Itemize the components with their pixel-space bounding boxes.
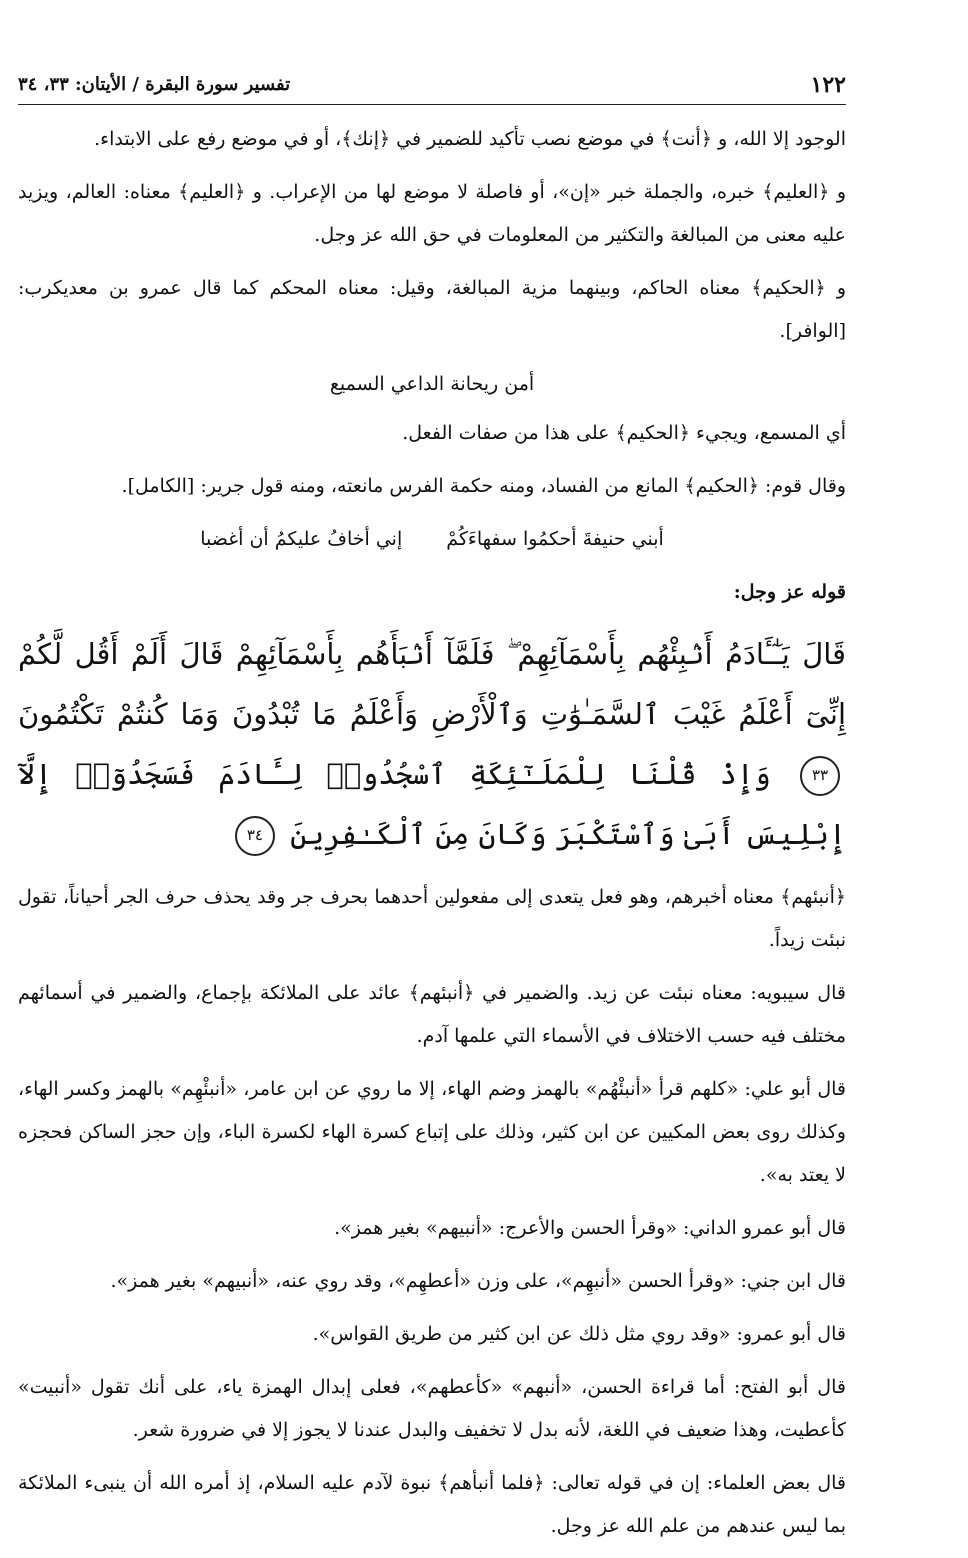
ayah-number-34: ٣٤ (235, 816, 275, 856)
paragraph-3: و ﴿الحكيم﴾ معناه الحاكم، وبينهما مزية المبالغة، وقيل: معناه المحكم كما قال عمرو بن معديكرب: [الوافر]. (18, 277, 846, 342)
running-title: تفسير سورة البقرة / الأيتان: ٣٣، ٣٤ (18, 74, 291, 95)
paragraph-8: قال سيبويه: معناه نبئت عن زيد. والضمير في ﴿أنبئهم﴾ عائد على الملائكة بإجماع، والضمير في أسمائهم مختلف فيه حسب الاختلاف في الأسماء التي علمها آدم. (18, 982, 846, 1047)
paragraph-6: قوله عز وجل: (733, 581, 846, 603)
paragraph-4: أي المسمع، ويجيء ﴿الحكيم﴾ على هذا من صفات الفعل. (402, 422, 846, 444)
ayah-number-33: ٣٣ (800, 756, 840, 796)
poetry-verse-1: أمن ريحانة الداعي السميع (329, 373, 535, 395)
paragraph-7: ﴿أنبئهم﴾ معناه أخبرهم، وهو فعل يتعدى إلى مفعولين أحدهما بحرف جر وقد يحذف حرف الجر أحياناً، تقول نبئت زيداً. (18, 886, 846, 951)
quran-passage (18, 624, 846, 864)
paragraph-11: قال ابن جني: «وقرأ الحسن «أنبهِم»، على وزن «أعطهِم»، وقد روي عنه، «أنبيهم» بغير همز». (110, 1270, 846, 1292)
quran-verse-34: وَإِذْ قُلْنَا لِلْمَلَـٰٓئِكَةِ ٱسْجُدُوا۟ لِـَٔادَمَ فَسَجَدُوٓا۟ إِلَّآ إِبْلِيسَ أَبَىٰ وَٱسْتَكْبَرَ وَكَانَ مِنَ ٱلْكَـٰفِرِينَ (18, 757, 846, 851)
poetry-hemistich-left: إني أخافُ عليكمُ أن أغضبا (200, 528, 403, 550)
page-header (18, 70, 846, 105)
quran-verse-33: قَالَ يَـٰٓـَٔادَمُ أَنۢبِئْهُم بِأَسْمَآئِهِمْ ۖ فَلَمَّآ أَنۢبَأَهُم بِأَسْمَآئِهِمْ قَالَ أَلَمْ أَقُل لَّكُمْ إِنِّىٓ أَعْلَمُ غَيْبَ ٱلسَّمَـٰوَٰتِ وَٱلْأَرْضِ وَأَعْلَمُ مَا تُبْدُونَ وَمَا كُنتُمْ تَكْتُمُونَ (18, 637, 846, 731)
paragraph-13: قال أبو الفتح: أما قراءة الحسن، «أنبهم» «كأعطهم»، فعلى إبدال الهمزة ياء، على أنك تقول «أنبيت» كأعطيت، وهذا ضعيف في اللغة، لأنه بدل لا تخفيف والبدل عندنا لا يجوز إلا في ضرورة شعر. (18, 1376, 846, 1441)
paragraph-2: و ﴿العليم﴾ خبره، والجملة خبر «إن»، أو فاصلة لا موضع لها من الإعراب. و ﴿العليم﴾ معناه: العالم، ويزيد عليه معنى من المبالغة والتكثير من المعلومات في حق الله عز وجل. (18, 181, 846, 246)
page-number: ١٢٢ (810, 72, 846, 98)
paragraph-12: قال أبو عمرو: «وقد روي مثل ذلك عن ابن كثير من طريق القواس». (312, 1323, 846, 1345)
paragraph-9: قال أبو علي: «كلهم قرأ «أنبئْهُم» بالهمز وضم الهاء، إلا ما روي عن ابن عامر، «أنبئْهِم» بالهمز وكسر الهاء، وكذلك روى بعض المكيين عن ابن كثير، وذلك على إتباع كسرة الهاء لكسرة الباء، وإن حجز الساكن فحجزه لا يعتد به». (18, 1078, 846, 1186)
body-text (18, 118, 846, 1558)
paragraph-10: قال أبو عمرو الداني: «وقرأ الحسن والأعرج: «أنبيهم» بغير همز». (334, 1217, 846, 1239)
poetry-hemistich-right: أبني حنيفةَ أحكمُوا سفهاءَكُمْ (446, 528, 664, 550)
paragraph-14: قال بعض العلماء: إن في قوله تعالى: ﴿فلما أنبأهم﴾ نبوة لآدم عليه السلام، إذ أمره الله أن ينبىء الملائكة بما ليس عندهم من علم الله عز وجل. (18, 1472, 846, 1537)
paragraph-1: الوجود إلا الله، و ﴿أنت﴾ في موضع نصب تأكيد للضمير في ﴿إنك﴾، أو في موضع رفع على الابتداء. (94, 128, 846, 150)
poetry-verse-2 (18, 518, 846, 561)
paragraph-5: وقال قوم: ﴿الحكيم﴾ المانع من الفساد، ومنه حكمة الفرس مانعته، ومنه قول جرير: [الكامل]. (121, 475, 846, 497)
